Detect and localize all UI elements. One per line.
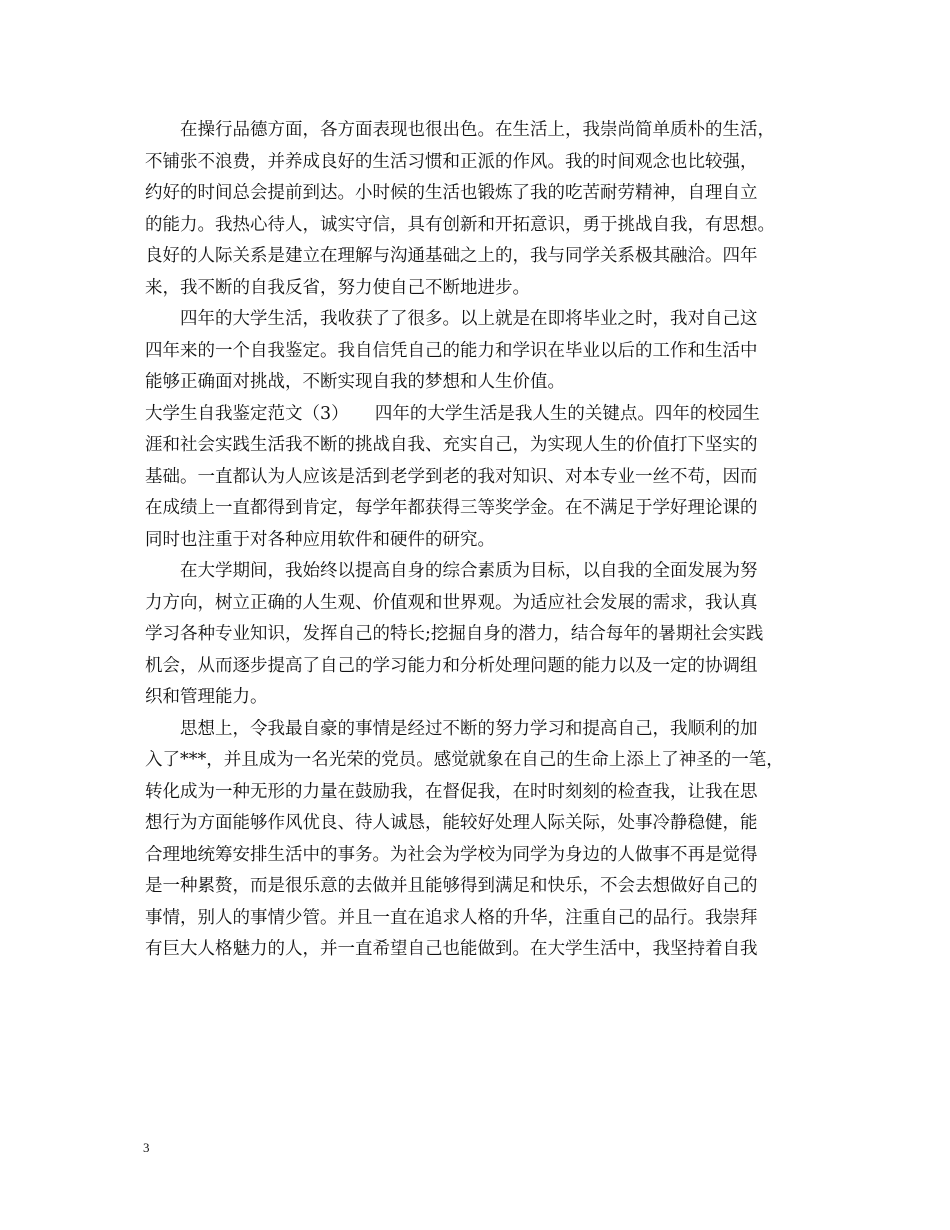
text-line: 转化成为一种无形的力量在鼓励我，在督促我，在时时刻刻的检查我，让我在思 xyxy=(145,781,758,802)
text-line: 涯和社会实践生活我不断的挑战自我、充实自己，为实现人生的价值打下坚实的 xyxy=(145,435,758,455)
text-line: 能够正确面对挑战，不断实现自我的梦想和人生价值。 xyxy=(145,372,565,392)
text-line: 来，我不断的自我反省，努力使自己不断地进步。 xyxy=(145,277,530,298)
text-line: 是一种累赘，而是很乐意的去做并且能够得到满足和快乐，不会去想做好自己的 xyxy=(145,876,758,896)
text-line: 合理地统筹安排生活中的事务。为社会为学校为同学为身边的人做事不再是觉得 xyxy=(145,844,758,865)
text-line: 想行为方面能够作风优良、待人诚恳，能较好处理人际关际，处事冷静稳健，能 xyxy=(145,813,758,833)
text-line: 良好的人际关系是建立在理解与沟通基础之上的，我与同学关系极其融洽。四年 xyxy=(145,246,758,266)
text-line: 不铺张不浪费，并养成良好的生活习惯和正派的作风。我的时间观念也比较强， xyxy=(145,151,758,172)
text-line: 思想上，令我最自豪的事情是经过不断的努力学习和提高自己，我顺利的加 xyxy=(145,718,758,739)
text-line: 力方向，树立正确的人生观、价值观和世界观。为适应社会发展的需求，我认真 xyxy=(145,592,758,613)
text-line: 同时也注重于对各种应用软件和硬件的研究。 xyxy=(145,529,495,550)
body-text xyxy=(145,115,835,966)
text-line: 事情，别人的事情少管。并且一直在追求人格的升华，注重自己的品行。我崇拜 xyxy=(145,907,758,928)
text-line: 在大学期间，我始终以提高自身的综合素质为目标，以自我的全面发展为努 xyxy=(145,561,758,581)
page-number: 3 xyxy=(143,1140,150,1155)
text-line: 约好的时间总会提前到达。小时候的生活也锻炼了我的吃苦耐劳精神，自理自立 xyxy=(145,183,758,203)
text-line: 织和管理能力。 xyxy=(145,687,268,707)
text-line: 的能力。我热心待人，诚实守信，具有创新和开拓意识，勇于挑战自我，有思想。 xyxy=(145,214,775,235)
text-line: 四年来的一个自我鉴定。我自信凭自己的能力和学识在毕业以后的工作和生活中 xyxy=(145,340,758,361)
text-line: 在操行品德方面，各方面表现也很出色。在生活上，我崇尚简单质朴的生活， xyxy=(145,120,775,140)
text-line: 在成绩上一直都得到肯定，每学年都获得三等奖学金。在不满足于学好理论课的 xyxy=(145,498,758,518)
text-line: 大学生自我鉴定范文（3） 四年的大学生活是我人生的关键点。四年的校园生 xyxy=(145,403,760,424)
text-line: 四年的大学生活，我收获了了很多。以上就是在即将毕业之时，我对自己这 xyxy=(145,309,758,329)
text-line: 基础。一直都认为人应该是活到老学到老的我对知识、对本专业一丝不苟，因而 xyxy=(145,466,758,487)
text-line: 有巨大人格魅力的人，并一直希望自己也能做到。在大学生活中，我坚持着自我 xyxy=(145,939,758,959)
text-line: 学习各种专业知识，发挥自己的特长;挖掘自身的潜力，结合每年的暑期社会实践 xyxy=(145,624,764,644)
text-line: 机会，从而逐步提高了自己的学习能力和分析处理问题的能力以及一定的协调组 xyxy=(145,655,758,676)
text-line: 入了***，并且成为一名光荣的党员。感觉就象在自己的生命上添上了神圣的一笔， xyxy=(145,750,784,770)
